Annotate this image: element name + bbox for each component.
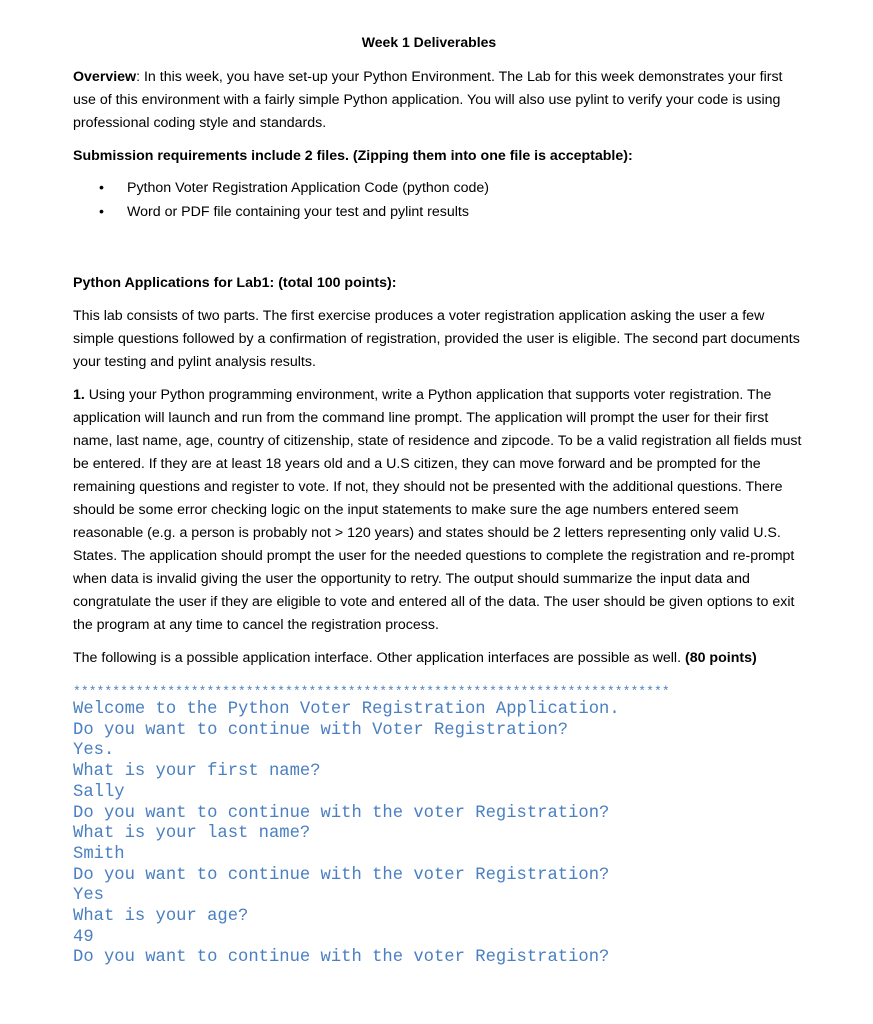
section-heading: Python Applications for Lab1: (total 100 points): <box>73 275 397 291</box>
console-line: Do you want to continue with the voter Registration? <box>73 865 610 885</box>
list-item <box>73 200 803 224</box>
step1-paragraph <box>73 384 803 637</box>
bullet-icon: • <box>99 180 104 196</box>
console-line: Yes. <box>73 741 115 761</box>
document-title: Week 1 Deliverables <box>361 34 497 50</box>
step1-text: Using your Python programming environment, write a Python application that supports voter registration. The application will launch and run from the command line prompt. The application will prompt the user for their first name, last name, age, country of citizenship, state of residence and zipcode. To be a valid registration all fields must be entered. If they are at least 18 years old and a U.S citizen, they can move forward and be prompted for the remaining questions and register to vote. If not, they should not be presented with the additional questions. There should be some error checking logic on the input statements to make sure the age numbers entered seem reasonable (e.g. a person is probably not > 120 years) and states should be 2 letters representing only valid U.S. States. The application should prompt the user for the needed questions to complete the registration and re-prompt when data is invalid giving the user the opportunity to retry. The output should summarize the input data and congratulate the user if they are eligible to vote and entered all of the data. The user should be given options to exit the program at any time to cancel the registration process. <box>73 387 802 633</box>
submission-heading: Submission requirements include 2 files. (Zipping them into one file is acceptable): <box>73 148 633 164</box>
list-item <box>73 176 803 200</box>
console-line: 49 <box>73 927 94 947</box>
console-line: Yes <box>73 886 104 906</box>
submission-item-results: Word or PDF file containing your test and pylint results <box>127 204 469 220</box>
console-line: Welcome to the Python Voter Registration Application. <box>73 700 620 719</box>
overview-text: : In this week, you have set-up your Python Environment. The Lab for this week demonstrates your first use of this environment with a fairly simple Python application. You will also use pylint to verify your code is using professional coding style and standards. <box>73 69 783 131</box>
console-stars-divider: **************************************************************************** <box>73 684 670 699</box>
console-line: Do you want to continue with Voter Registration? <box>73 720 569 740</box>
console-line: Do you want to continue with the voter Registration? <box>73 948 610 968</box>
overview-paragraph <box>73 66 803 135</box>
interface-points: (80 points) <box>684 650 757 666</box>
console-line: What is your first name? <box>73 762 321 782</box>
intro-paragraph: This lab consists of two parts. The first exercise produces a voter registration application asking the user a few simple questions followed by a confirmation of registration, provided the user is eligible. The second part documents your testing and pylint analysis results. <box>73 308 800 370</box>
sample-console-output <box>73 684 803 969</box>
console-line: Smith <box>73 844 125 864</box>
document-page <box>73 34 803 969</box>
console-line: What is your age? <box>73 907 249 927</box>
console-line: Do you want to continue with the voter Registration? <box>73 803 610 823</box>
console-line: What is your last name? <box>73 824 311 844</box>
overview-label: Overview <box>73 69 137 85</box>
submission-list <box>73 176 803 224</box>
submission-item-code: Python Voter Registration Application Code (python code) <box>127 180 490 196</box>
interface-paragraph <box>73 647 803 670</box>
step1-number: 1. <box>73 387 85 403</box>
bullet-icon: • <box>99 204 104 220</box>
interface-text: The following is a possible application interface. Other application interfaces are possible as well. <box>73 650 685 666</box>
console-line: Sally <box>73 782 125 802</box>
